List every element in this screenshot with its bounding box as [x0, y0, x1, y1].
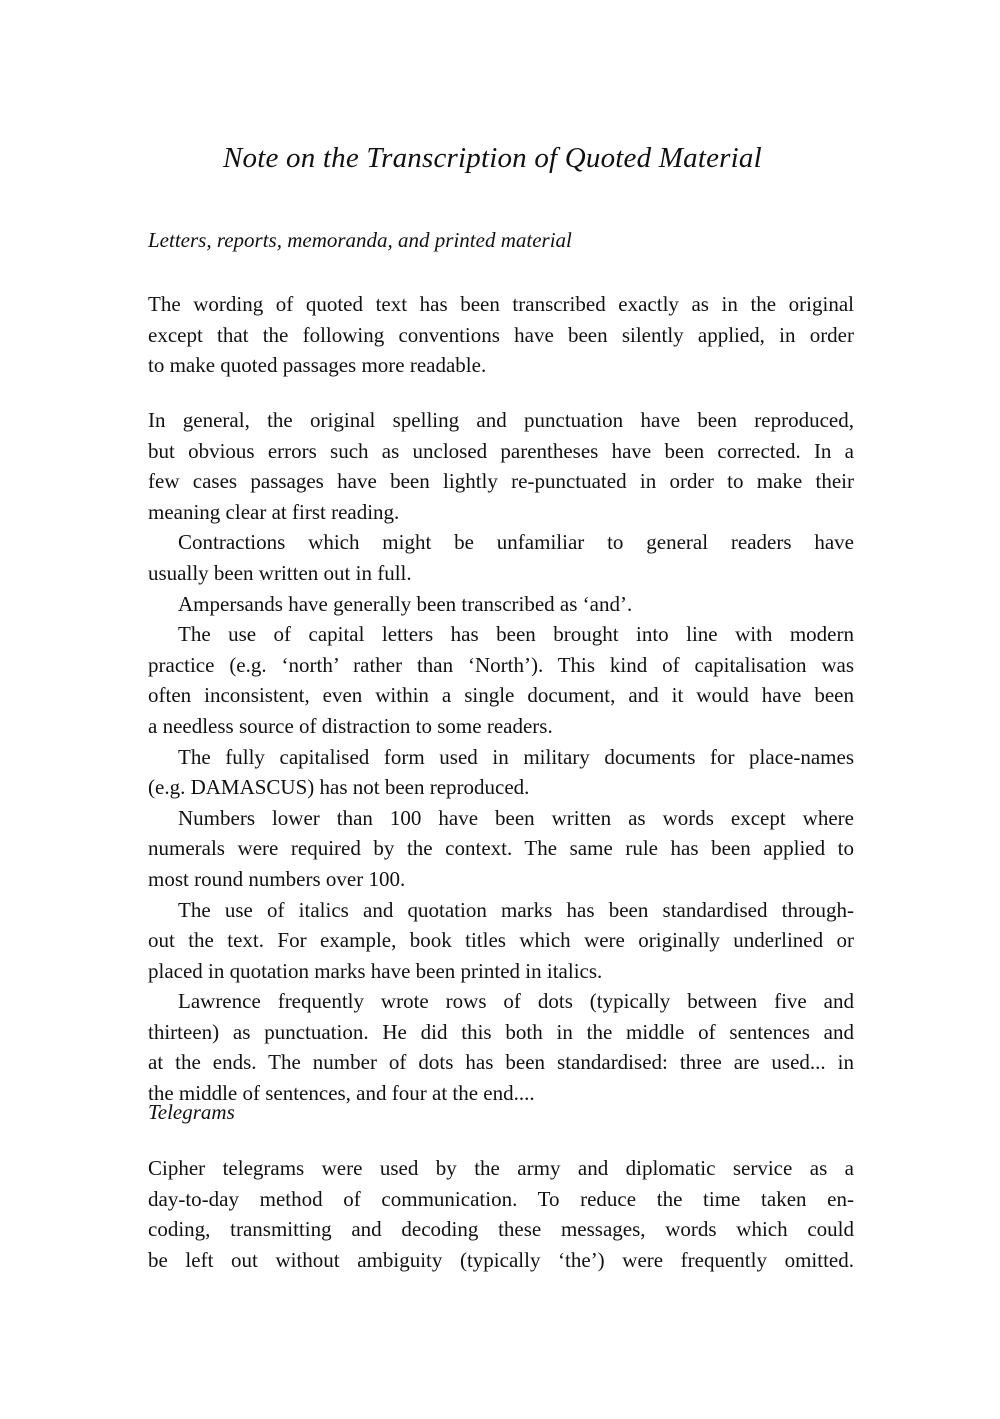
- text-line: often inconsistent, even within a single document, and it would have been: [148, 683, 854, 708]
- text-line: placed in quotation marks have been printed in italics.: [148, 958, 603, 983]
- page-title: Note on the Transcription of Quoted Material: [223, 142, 762, 174]
- text-line: (e.g. DAMASCUS) has not been reproduced.: [148, 775, 530, 800]
- paragraph-telegrams: [148, 1153, 854, 1275]
- text-line: Cipher telegrams were used by the army and diplomatic service as a: [148, 1156, 854, 1180]
- section-heading-letters: Letters, reports, memoranda, and printed material: [148, 228, 572, 252]
- text-line: few cases passages have been lightly re-punctuated in order to make their: [148, 469, 854, 494]
- text-line: to make quoted passages more readable.: [148, 353, 487, 378]
- text-line: The fully capitalised form used in military documents for place-names: [178, 744, 854, 769]
- text-line: most round numbers over 100.: [148, 866, 406, 891]
- text-line: a needless source of distraction to some readers.: [148, 713, 553, 738]
- text-line: but obvious errors such as unclosed parentheses have been corrected. In a: [148, 438, 854, 463]
- text-line: Lawrence frequently wrote rows of dots (typically between five and: [178, 989, 854, 1014]
- text-line: practice (e.g. ‘north’ rather than ‘North’). This kind of capitalisation was: [148, 652, 854, 677]
- text-line: The use of italics and quotation marks has been standardised through-: [178, 897, 854, 922]
- text-line: day-to-day method of communication. To reduce the time taken en-: [148, 1186, 854, 1211]
- text-line: thirteen) as punctuation. He did this both in the middle of sentences and: [148, 1019, 854, 1044]
- section-heading-telegrams: Telegrams: [148, 1100, 235, 1124]
- text-line: Numbers lower than 100 have been written as words except where: [178, 805, 854, 830]
- text-line: The use of capital letters has been brought into line with modern: [178, 622, 854, 647]
- text-line: Contractions which might be unfamiliar to general readers have: [178, 530, 854, 555]
- text-line: out the text. For example, book titles which were originally underlined or: [148, 928, 854, 953]
- paragraph-rules: [148, 405, 854, 1109]
- paragraph-conventions: [148, 289, 854, 381]
- text-line: at the ends. The number of dots has been standardised: three are used... in: [148, 1050, 854, 1075]
- text-line: except that the following conventions have been silently applied, in order: [148, 322, 854, 347]
- text-line: meaning clear at first reading.: [148, 499, 400, 524]
- text-line: The wording of quoted text has been transcribed exactly as in the original: [148, 292, 854, 316]
- text-line: usually been written out in full.: [148, 560, 412, 585]
- text-line: coding, transmitting and decoding these messages, words which could: [148, 1217, 854, 1242]
- text-line: be left out without ambiguity (typically ‘the’) were frequently omitted.: [148, 1247, 854, 1272]
- text-line: numerals were required by the context. The same rule has been applied to: [148, 836, 854, 861]
- text-line: In general, the original spelling and punctuation have been reproduced,: [148, 408, 854, 432]
- text-line: the middle of sentences, and four at the end....: [148, 1081, 535, 1106]
- text-line: Ampersands have generally been transcribed as ‘and’.: [178, 591, 633, 616]
